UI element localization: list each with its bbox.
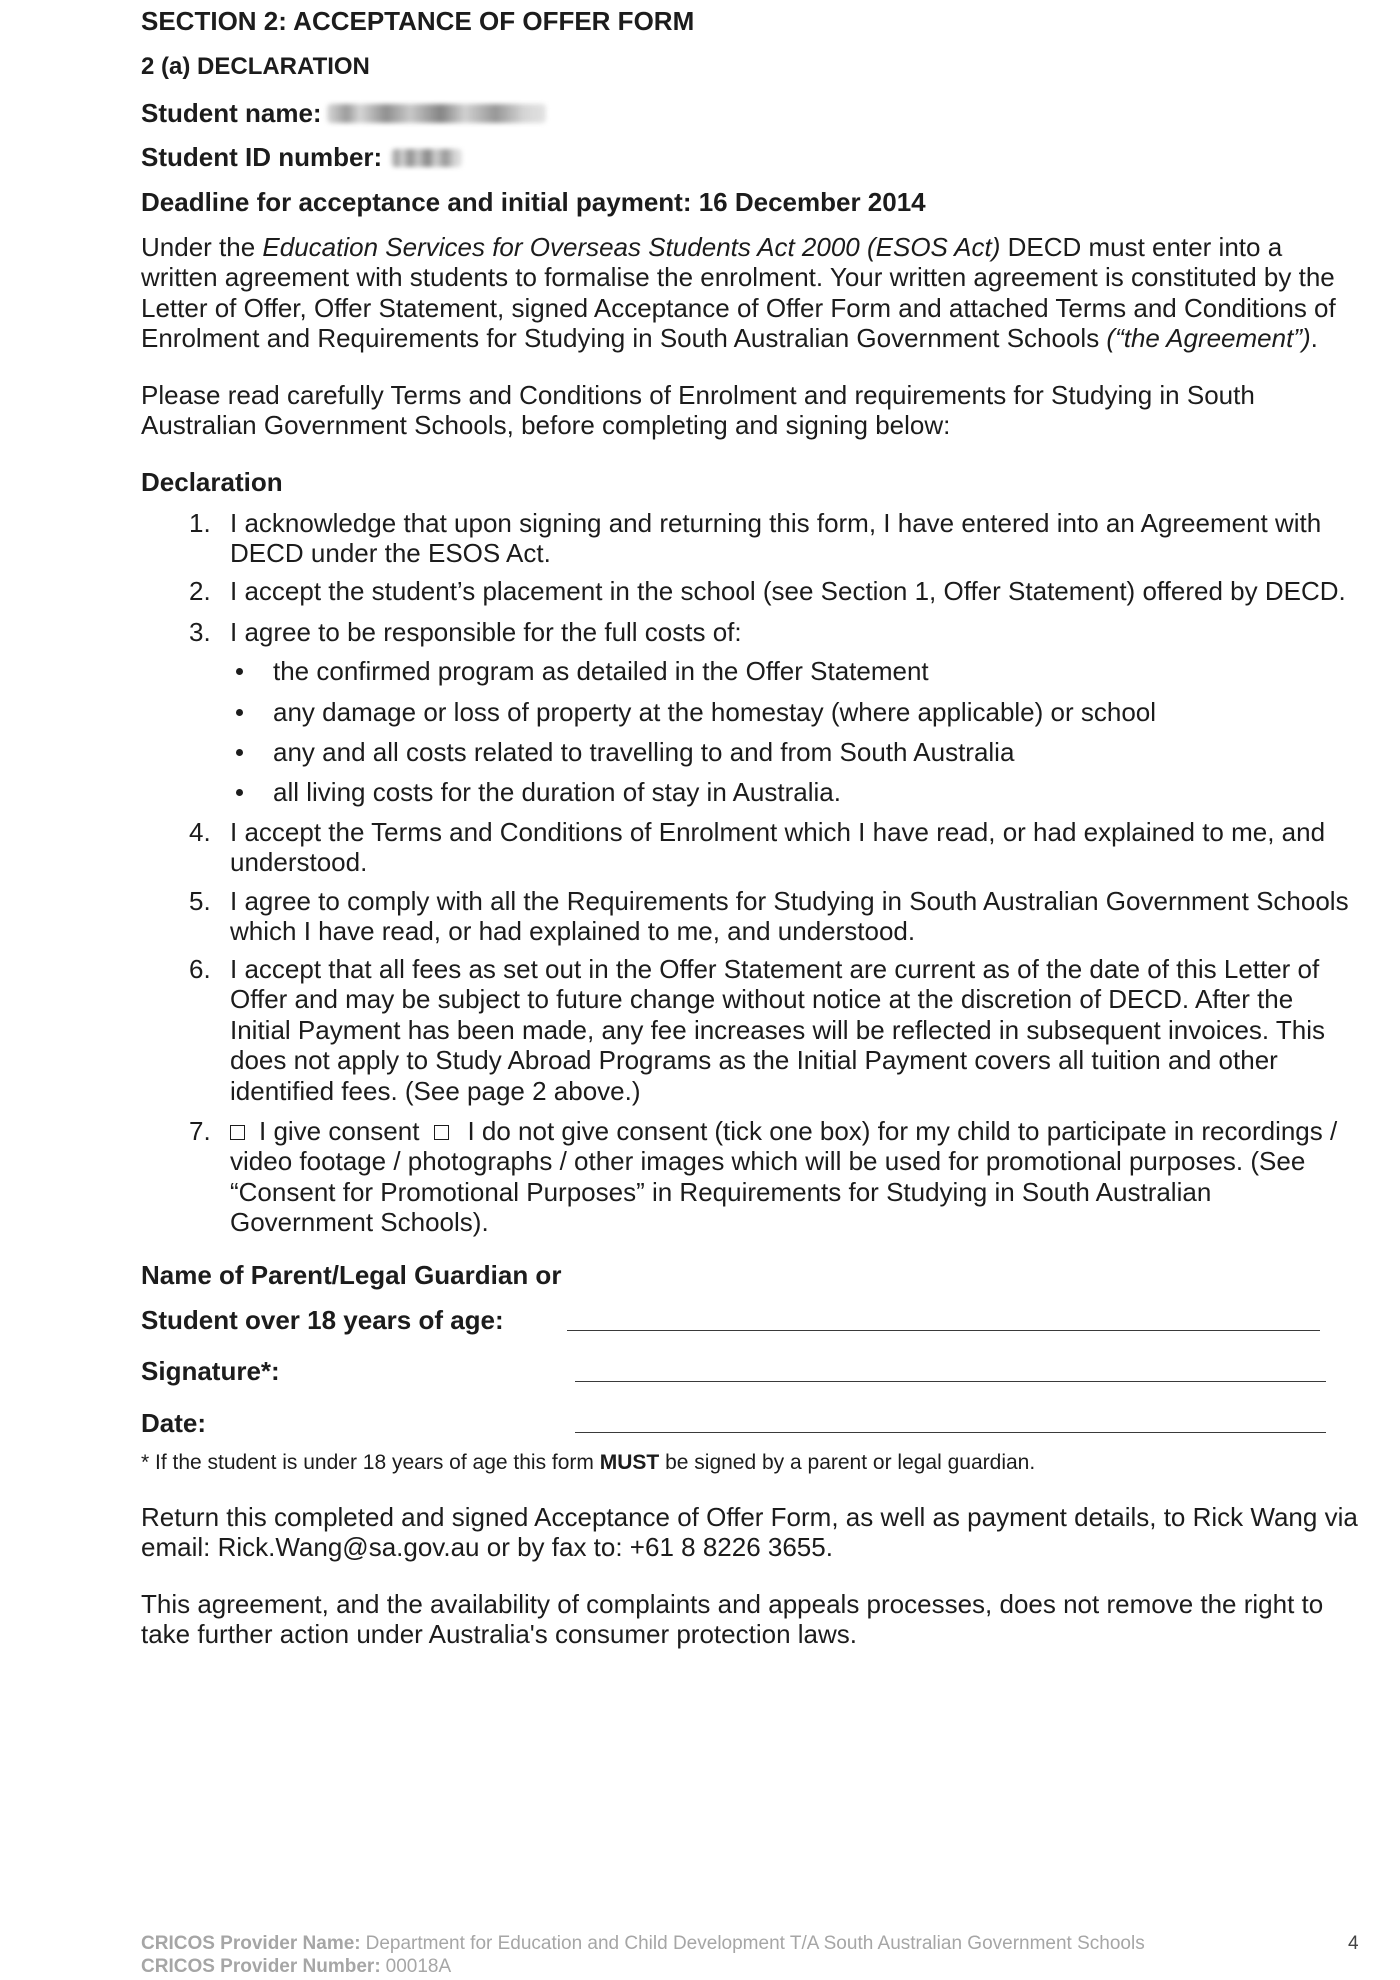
- bullet-text: any damage or loss of property at the homestay (where applicable) or school: [273, 697, 1157, 727]
- instruction-line: Australian Government Schools, before completing and signing below:: [141, 410, 951, 441]
- signature-field[interactable]: [575, 1354, 1326, 1382]
- item-line: which I have read, or had explained to me, and understood.: [230, 916, 916, 947]
- student-id-label: Student ID number:: [141, 142, 383, 172]
- page-footer: [141, 1933, 1145, 1978]
- return-instructions: [141, 1502, 1358, 1563]
- act-title: Education Services for Overseas Students Act 2000 (ESOS Act): [262, 232, 1001, 262]
- intro-text: Under the: [141, 232, 263, 262]
- item-line: DECD under the ESOS Act.: [230, 538, 551, 569]
- intro-text: DECD must enter into a: [1000, 232, 1283, 262]
- item-line: I agree to comply with all the Requirements for Studying in South Australian Government Schools: [230, 886, 1349, 916]
- bullet-icon: [236, 749, 243, 756]
- instruction-line: Please read carefully Terms and Conditions of Enrolment and requirements for Studying in South: [141, 380, 1255, 410]
- intro-line: [141, 232, 1336, 262]
- item-text: [230, 1116, 1337, 1238]
- intro-text: Enrolment and Requirements for Studying in South Australian Government Schools: [141, 323, 1107, 354]
- agreement-term: (“the Agreement”): [1106, 323, 1311, 354]
- rights-line: take further action under Australia's consumer protection laws.: [141, 1619, 857, 1650]
- item-number: 6.: [189, 954, 211, 984]
- provider-number-label: CRICOS Provider Number:: [141, 1955, 381, 1977]
- item-line: Government Schools).: [230, 1207, 489, 1238]
- provider-name-line: [141, 1933, 1145, 1956]
- provider-number-line: [141, 1956, 1145, 1979]
- guardian-name-label-cont: Student over 18 years of age:: [141, 1305, 504, 1335]
- item-text: [230, 954, 1325, 1106]
- item-number: 5.: [189, 886, 211, 916]
- consent-declined-label: I do not give consent: [467, 1116, 708, 1146]
- bullet-icon: [236, 668, 243, 675]
- bullet-text: the confirmed program as detailed in the Offer Statement: [273, 656, 929, 686]
- item-number: 4.: [189, 817, 211, 847]
- item-number: 7.: [189, 1116, 211, 1146]
- item-line: identified fees. (See page 2 above.): [230, 1075, 641, 1106]
- footnote-text: * If the student is under 18 years of age this form: [141, 1451, 600, 1474]
- item-line: Offer and may be subject to future change without notice at the discretion of DECD. After the: [230, 984, 1294, 1015]
- intro-line: [141, 323, 1336, 353]
- return-line: email: Rick.Wang@sa.gov.au or by fax to: +61 8 8226 3655.: [141, 1532, 833, 1563]
- provider-name: Department for Education and Child Development T/A South Australian Government Schools: [365, 1933, 1145, 1954]
- item-line: “Consent for Promotional Purposes” in Requirements for Studying in South Australian: [230, 1176, 1212, 1207]
- return-line: Return this completed and signed Acceptance of Offer Form, as well as payment details, to Rick Wang via: [141, 1502, 1358, 1532]
- subsection-title: 2 (a) DECLARATION: [141, 53, 370, 80]
- bullet-text: any and all costs related to travelling to and from South Australia: [273, 737, 1015, 767]
- signature-footnote: [141, 1450, 1035, 1476]
- rights-line: This agreement, and the availability of complaints and appeals processes, does not remove the right to: [141, 1589, 1324, 1619]
- intro-line: Letter of Offer, Offer Statement, signed Acceptance of Offer Form and attached Terms and Conditions of: [141, 292, 1336, 323]
- consent-line: [230, 1116, 1337, 1146]
- item-text: [230, 817, 1325, 878]
- consent-given-label: I give consent: [259, 1116, 420, 1146]
- item-line: I acknowledge that upon signing and returning this form, I have entered into an Agreement with: [230, 508, 1322, 538]
- bullet-icon: [236, 789, 243, 796]
- page-number: 4: [1348, 1933, 1359, 1954]
- item-line: I agree to be responsible for the full costs of:: [230, 617, 742, 647]
- item-line: understood.: [230, 847, 368, 878]
- item-line: I accept that all fees as set out in the Offer Statement are current as of the date of this Letter of: [230, 954, 1320, 984]
- item-text: [230, 576, 1346, 606]
- declaration-heading: Declaration: [141, 467, 283, 497]
- signature-label: Signature*:: [141, 1356, 280, 1386]
- item-text: [230, 508, 1321, 569]
- deadline-heading: Deadline for acceptance and initial payment: 16 December 2014: [141, 187, 926, 217]
- date-field[interactable]: [575, 1405, 1326, 1433]
- section-title: SECTION 2: ACCEPTANCE OF OFFER FORM: [141, 6, 695, 36]
- student-name-redacted: [327, 104, 546, 123]
- consent-declined-checkbox[interactable]: [434, 1125, 449, 1140]
- student-name-label: Student name:: [141, 98, 322, 128]
- consent-text: (tick one box) for my child to participate in recordings /: [714, 1116, 1338, 1146]
- item-line: does not apply to Study Abroad Programs as the Initial Payment covers all tuition and other: [230, 1045, 1278, 1076]
- item-line: I accept the Terms and Conditions of Enrolment which I have read, or had explained to me, and: [230, 817, 1326, 847]
- footnote-text: be signed by a parent or legal guardian.: [659, 1451, 1036, 1474]
- provider-name-label: CRICOS Provider Name:: [141, 1933, 361, 1954]
- item-number: 2.: [189, 576, 211, 606]
- item-text: [230, 617, 742, 647]
- instruction-paragraph: [141, 380, 1255, 441]
- item-line: Initial Payment has been made, any fee increases will be reflected in subsequent invoices. This: [230, 1014, 1326, 1045]
- provider-number: 00018A: [385, 1955, 452, 1977]
- intro-paragraph: [141, 232, 1336, 354]
- intro-text: .: [1310, 323, 1318, 354]
- consent-given-checkbox[interactable]: [230, 1125, 245, 1140]
- bullet-icon: [236, 709, 243, 716]
- item-text: [230, 886, 1349, 947]
- bullet-text: all living costs for the duration of stay in Australia.: [273, 777, 841, 807]
- guardian-name-label: Name of Parent/Legal Guardian or: [141, 1260, 562, 1290]
- item-line: I accept the student’s placement in the school (see Section 1, Offer Statement) offered by DECD.: [230, 576, 1346, 606]
- item-number: 1.: [189, 508, 211, 538]
- date-label: Date:: [141, 1408, 207, 1438]
- item-line: video footage / photographs / other images which will be used for promotional purposes. (See: [230, 1146, 1306, 1177]
- item-number: 3.: [189, 617, 211, 647]
- rights-notice: [141, 1589, 1323, 1650]
- student-id-redacted: [391, 149, 462, 167]
- intro-line: written agreement with students to formalise the enrolment. Your written agreement is constituted by the: [141, 262, 1335, 293]
- guardian-name-field[interactable]: [567, 1303, 1320, 1331]
- footnote-emphasis: MUST: [599, 1451, 660, 1474]
